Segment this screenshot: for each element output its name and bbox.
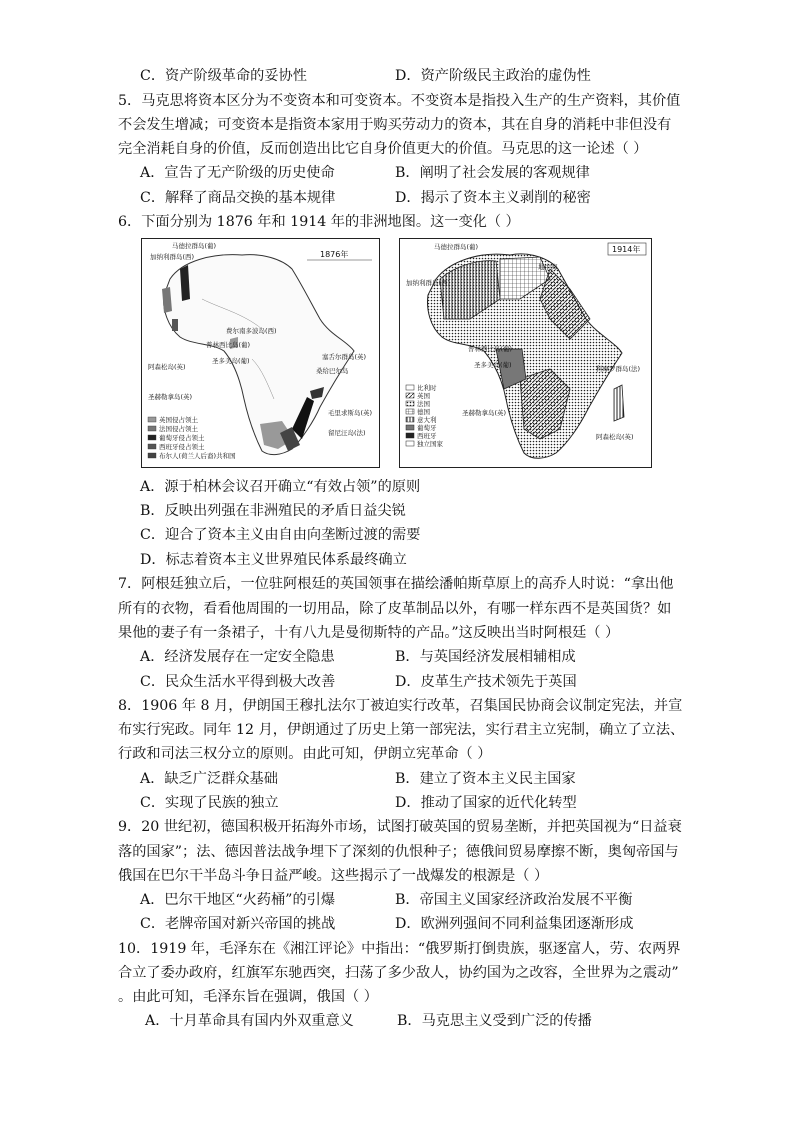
map1-label-madeira: 马德拉群岛(葡) [172, 242, 217, 250]
question-6-stem: 6．下面分别为 1876 年和 1914 年的非洲地图。这一变化（ ） [118, 214, 520, 230]
map2-legend-7: 西班牙 [417, 432, 437, 440]
question-10-line-2: 合立了委办政府，红旗军东驰西突，扫荡了多少敌人，协约国为之改容，全世界为之震动” [118, 965, 679, 981]
map2-label-st-helena: 圣赫勒拿岛(英) [462, 409, 507, 417]
q7-option-d: D．皮革生产技术领先于英国 [395, 674, 577, 690]
map1-label-sao-tome: 圣多美岛(葡) [212, 357, 250, 365]
map2-label-sao-tome: 圣多美岛(葡) [474, 361, 512, 369]
q6-option-a: A．源于柏林会议召开确立“有效占领”的原则 [140, 479, 421, 495]
q7-option-c: C．民众生活水平得到极大改善 [140, 674, 336, 690]
q10-option-a: A．十月革命具有国内外双重意义 [145, 1013, 354, 1029]
map1-label-canary: 加纳利群岛(西) [150, 253, 195, 261]
question-7-line-2: 所有的衣物，看看他周围的一切用品，除了皮革制品以外，有哪一样东西不是英国货？如 [118, 601, 672, 617]
question-8-line-3: 行政和司法三权分立的原则。由此可知，伊朗立宪革命（ ） [118, 746, 492, 762]
q7-option-a: A．经济发展存在一定安全隐患 [140, 649, 335, 665]
map1-legend-3: 葡萄牙侵占领土 [159, 434, 205, 442]
map2-legend-3: 法国 [417, 400, 430, 408]
map2-legend-1: 比利时 [417, 384, 437, 392]
question-9-line-1: 9．20 世纪初，德国积极开拓海外市场，试图打破英国的贸易垄断，并把英国视为“日益衰 [118, 819, 682, 835]
q8-option-d: D．推动了国家的近代化转型 [395, 795, 577, 811]
map1-label-principe: 普林西比岛(葡) [206, 341, 251, 349]
question-5-line-2: 不会发生增减；可变资本是指资本家用于购买劳动力的资本，其在自身的消耗中非但没有 [118, 117, 672, 133]
map2-label-madeira: 马德拉群岛(葡) [434, 243, 479, 251]
question-7-line-3: 果他的妻子有一条裙子，十有八九是曼彻斯特的产品。”这反映出当时阿根廷（ ） [118, 625, 620, 641]
question-7-line-1: 7．阿根廷独立后，一位驻阿根廷的英国领事在描绘潘帕斯草原上的高乔人时说：“拿出他 [118, 576, 674, 592]
map2-legend-2: 英国 [417, 392, 430, 400]
q5-option-c: C．解释了商品交换的基本规律 [140, 190, 336, 206]
question-9-line-2: 落的国家”；法、德因普法战争埋下了深刻的仇恨种子；德俄间贸易摩擦不断，奥匈帝国与 [118, 844, 679, 860]
map2-legend-8: 独立国家 [417, 440, 443, 448]
q5-option-a: A．宣告了无产阶级的历史使命 [140, 165, 335, 181]
map1-label-zanzibar: 桑给巴尔岛 [316, 367, 349, 375]
africa-map-1914 [399, 238, 652, 468]
question-10-line-1: 10．1919 年，毛泽东在《湘江评论》中指出：“俄罗斯打倒贵族，驱逐富人，劳、农两界 [118, 941, 681, 957]
map2-legend [406, 383, 444, 448]
q9-option-d: D．欧洲列强间不同利益集团逐渐形成 [395, 916, 634, 932]
map1-label-reunion: 留尼汪岛(法) [328, 429, 366, 437]
map1-label-seychelles: 塞舌尔群岛(英) [322, 353, 367, 361]
q9-option-c: C．老牌帝国对新兴帝国的挑战 [140, 916, 336, 932]
map1-legend-4: 西班牙侵占领土 [159, 443, 205, 451]
map1-year: 1876年 [320, 250, 349, 259]
q8-option-c: C．实现了民族的独立 [140, 795, 279, 811]
question-8-line-1: 8．1906 年 8 月，伊朗国王穆扎法尔丁被迫实行改革，召集国民协商会议制定宪法，并宣 [118, 698, 683, 714]
q6-option-d: D．标志着资本主义世界殖民体系最终确立 [140, 552, 407, 568]
map2-label-comoros: 科摩罗群岛(法) [596, 365, 641, 373]
map1-legend-2: 法国侵占领土 [159, 425, 198, 433]
map1-legend-5: 布尔人(荷兰人后裔)共和国 [159, 452, 236, 460]
map2-label-principe: 普林西比岛(葡) [468, 345, 513, 353]
question-8-line-2: 布实行宪政。同年 12 月，伊朗通过了历史上第一部宪法，实行君主立宪制，确立了立法、 [118, 722, 685, 738]
question-10-line-3: 。由此可知，毛泽东旨在强调，俄国（ ） [118, 989, 378, 1005]
map1-label-mauritius: 毛里求斯岛(英) [328, 409, 373, 417]
q9-option-b: B．帝国主义国家经济政治发展不平衡 [395, 892, 633, 908]
option-c: C．资产阶级革命的妥协性 [140, 68, 307, 84]
q5-option-b: B．阐明了社会发展的客观规律 [395, 165, 590, 181]
map2-legend-4: 德国 [417, 408, 430, 416]
map1-label-ascension: 阿森松岛(英) [148, 363, 186, 371]
map2-year: 1914年 [612, 245, 641, 254]
map2-label-mediterranean: 地中海 [538, 263, 558, 271]
map2-legend-5: 意大利 [417, 416, 437, 424]
map2-label-ascension: 阿森松岛(英) [596, 433, 634, 441]
map2-legend-6: 葡萄牙 [417, 424, 437, 432]
question-5-line-3: 完全消耗自身的价值，反而创造出比它自身价值更大的价值。马克思的这一论述（ ） [118, 141, 648, 157]
question-9-line-3: 俄国在巴尔干半岛斗争日益严峻。这些揭示了一战爆发的根源是（ ） [118, 868, 549, 884]
q5-option-d: D．揭示了资本主义剥削的秘密 [395, 190, 591, 206]
q10-option-b: B．马克思主义受到广泛的传播 [397, 1013, 592, 1029]
q8-option-b: B．建立了资本主义民主国家 [395, 771, 576, 787]
question-5-line-1: 5．马克思将资本区分为不变资本和可变资本。不变资本是指投入生产的生产资料，其价值 [118, 93, 681, 109]
option-d: D．资产阶级民主政治的虚伪性 [395, 68, 591, 84]
map1-label-st-helena: 圣赫勒拿岛(英) [148, 393, 193, 401]
q6-option-b: B．反映出列强在非洲殖民的矛盾日益尖锐 [140, 503, 406, 519]
q8-option-a: A．缺乏广泛群众基础 [140, 771, 278, 787]
map2-label-canary: 加纳利群岛(西) [406, 279, 451, 287]
q7-option-b: B．与英国经济发展相辅相成 [395, 649, 576, 665]
africa-map-1876 [141, 238, 380, 468]
map1-legend-1: 英国侵占领土 [159, 416, 198, 424]
map1-label-fernando-po: 费尔南多波岛(西) [226, 327, 277, 335]
q9-option-a: A．巴尔干地区“火药桶”的引爆 [140, 892, 336, 908]
q6-option-c: C．迎合了资本主义由自由向垄断过渡的需要 [140, 527, 421, 543]
